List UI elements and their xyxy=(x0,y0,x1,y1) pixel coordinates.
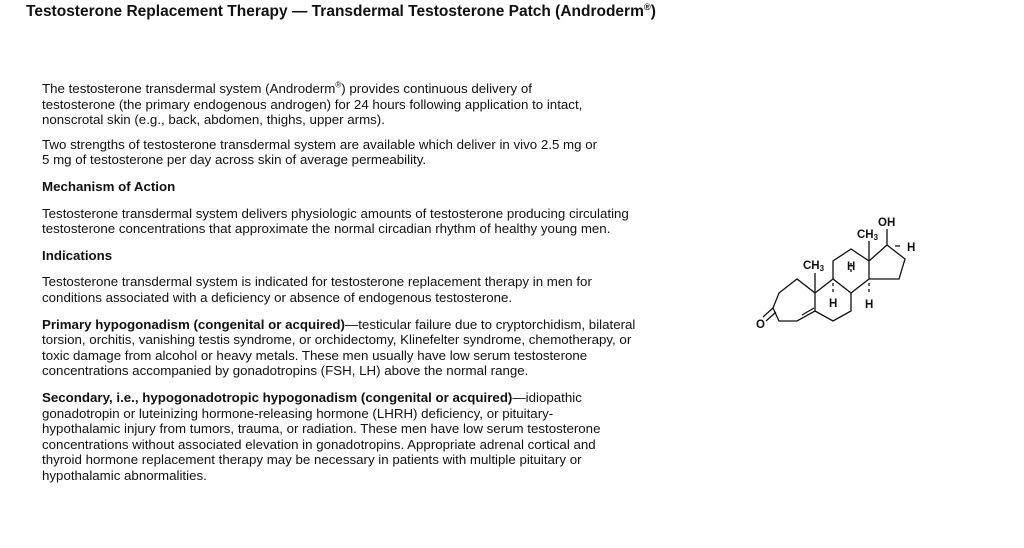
secondary-line-1 xyxy=(42,390,692,406)
title-close: ) xyxy=(650,3,656,20)
secondary-line-1-rest: —idiopathic xyxy=(512,389,582,405)
title-text: Testosterone Replacement Therapy — Transdermal Testosterone Patch (Androderm xyxy=(26,3,644,20)
intro-line-1 xyxy=(42,81,692,97)
primary-label: Primary hypogonadism (congenital or acquired) xyxy=(42,316,345,332)
primary-line-4: concentrations accompanied by gonadotropins (FSH, LH) above the normal range. xyxy=(42,363,529,379)
secondary-hypogonadism-paragraph xyxy=(42,390,692,484)
indications-heading: Indications xyxy=(42,247,113,263)
mechanism-line-2: testosterone concentrations that approximate the normal circadian rhythm of healthy young men. xyxy=(42,221,611,237)
c9-hydrogen-label: H xyxy=(829,298,838,310)
mechanism-paragraph xyxy=(42,206,692,237)
primary-line-1 xyxy=(42,317,692,333)
secondary-line-2: gonadotropin or luteinizing hormone-releasing hormone (LHRH) deficiency, or pituitary- xyxy=(42,405,554,421)
secondary-line-3: hypothalamic injury from tumors, trauma, or radiation. These men have low serum testosterone xyxy=(42,421,601,437)
intro-line-1-a: The testosterone transdermal system (Androderm xyxy=(42,81,336,96)
c8-hydrogen-label: H xyxy=(847,261,856,273)
primary-line-3: toxic damage from alcohol or heavy metals. These men usually have low serum testosterone xyxy=(42,347,588,363)
strengths-line-1: Two strengths of testosterone transdermal system are available which deliver in vivo 2.5 mg or xyxy=(42,136,598,152)
intro-line-1-b: ) provides continuous delivery of xyxy=(341,81,532,96)
strengths-paragraph xyxy=(42,137,692,168)
c14-hydrogen-label: H xyxy=(865,299,874,311)
indications-paragraph xyxy=(42,274,692,305)
c19-methyl-label: CH3 xyxy=(803,260,825,273)
main-content xyxy=(42,81,692,492)
primary-line-2: torsion, orchitis, vanishing testis syndrome, or orchidectomy, Klinefelter syndrome, chemotherapy, or xyxy=(42,332,632,348)
primary-line-1-rest: —testicular failure due to cryptorchidism, bilateral xyxy=(344,316,636,332)
primary-hypogonadism-paragraph xyxy=(42,317,692,379)
title-registered-mark: ® xyxy=(643,1,651,12)
intro-line-3: nonscrotal skin (e.g., back, abdomen, thighs, upper arms). xyxy=(42,112,385,128)
indications-line-2: conditions associated with a deficiency or absence of endogenous testosterone. xyxy=(42,289,513,305)
secondary-line-5: thyroid hormone replacement therapy may be necessary in patients with multiple pituitary or xyxy=(42,452,582,468)
mechanism-line-1: Testosterone transdermal system delivers physiologic amounts of testosterone producing circulating xyxy=(42,205,629,221)
carbonyl-oxygen-label: O xyxy=(756,319,765,331)
c18-methyl-label: CH3 xyxy=(857,229,879,242)
testosterone-structure-diagram xyxy=(745,205,935,340)
hashed-hydrogen-bonds xyxy=(833,246,900,292)
hydroxyl-label: OH xyxy=(878,217,896,229)
page-title xyxy=(26,3,656,21)
intro-paragraph xyxy=(42,81,692,128)
intro-registered-mark: ® xyxy=(335,80,342,90)
strengths-line-2: 5 mg of testosterone per day across skin of average permeability. xyxy=(42,152,427,168)
mechanism-heading: Mechanism of Action xyxy=(42,178,176,194)
intro-line-2: testosterone (the primary endogenous androgen) for 24 hours following application to intact, xyxy=(42,96,583,112)
secondary-label: Secondary, i.e., hypogonadotropic hypogonadism (congenital or acquired) xyxy=(42,389,513,405)
secondary-line-4: concentrations without associated elevation in gonadotropins. Appropriate adrenal cortical and xyxy=(42,436,596,452)
indications-line-1: Testosterone transdermal system is indicated for testosterone replacement therapy in men for xyxy=(42,274,592,290)
secondary-line-6: hypothalamic abnormalities. xyxy=(42,467,207,483)
c17-hydrogen-label: H xyxy=(907,242,916,254)
